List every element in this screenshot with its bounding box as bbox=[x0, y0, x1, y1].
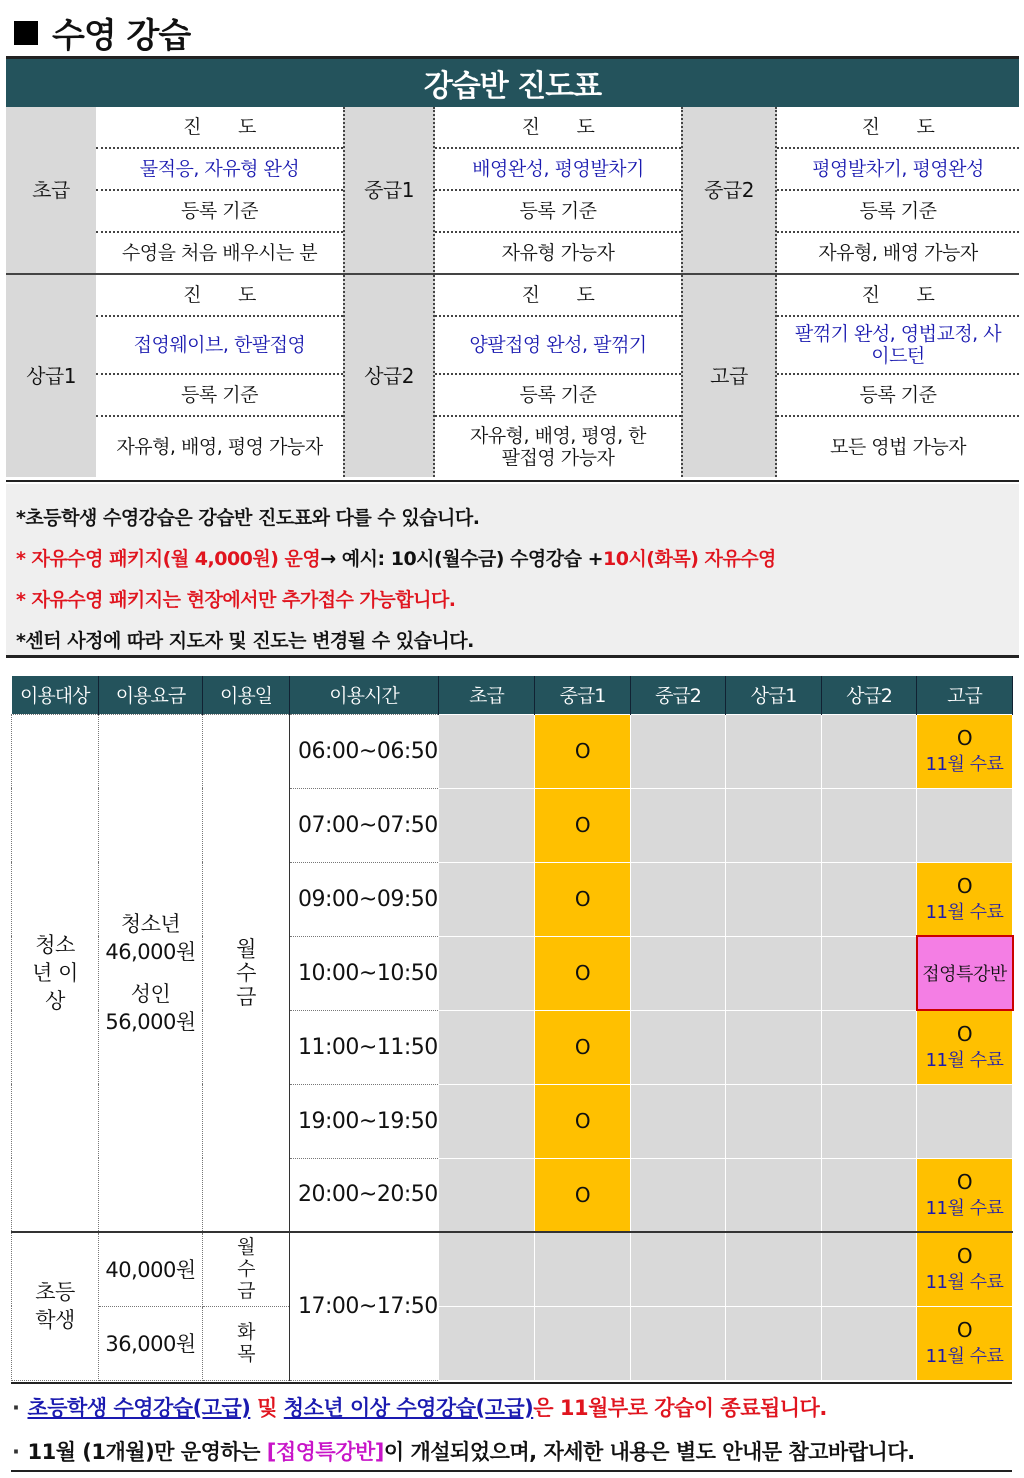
criteria-label: 등록 기준 bbox=[96, 191, 343, 233]
divider bbox=[11, 1470, 1012, 1472]
level-name: 상급2 bbox=[343, 275, 435, 477]
cell-empty bbox=[439, 714, 535, 788]
divider bbox=[11, 1382, 1012, 1384]
level-name: 상급1 bbox=[6, 275, 96, 477]
cell-empty bbox=[535, 1232, 631, 1306]
cell-available: O bbox=[535, 1084, 631, 1158]
cell-special-class: 접영특강반 bbox=[917, 936, 1013, 1010]
cell-empty bbox=[631, 788, 726, 862]
level-criteria: 자유형, 배영, 평영, 한팔접영 가능자 bbox=[469, 425, 647, 469]
cell-empty bbox=[631, 936, 726, 1010]
time-slot-kids: 17:00~17:50 bbox=[290, 1232, 439, 1380]
header-days: 이용일 bbox=[203, 676, 290, 714]
cell-empty bbox=[822, 862, 917, 936]
square-bullet-icon bbox=[14, 21, 38, 45]
time-slot: 11:00~11:50 bbox=[290, 1010, 439, 1084]
criteria-label: 등록 기준 bbox=[96, 375, 343, 417]
level-criteria: 자유형 가능자 bbox=[435, 233, 681, 275]
page-title: 수영 강습 bbox=[14, 8, 190, 57]
progress-table bbox=[6, 56, 1019, 482]
level-name: 고급 bbox=[681, 275, 777, 477]
time-slot: 07:00~07:50 bbox=[290, 788, 439, 862]
note-3: * 자유수영 패키지는 현장에서만 추가접수 가능합니다. bbox=[16, 589, 456, 611]
level-name: 중급2 bbox=[681, 107, 777, 275]
target-youth: 청소년 이상 bbox=[12, 714, 99, 1232]
level-progress: 양팔접영 완성, 팔꺾기 bbox=[435, 317, 681, 375]
cell-empty bbox=[439, 862, 535, 936]
criteria-label: 등록 기준 bbox=[777, 191, 1019, 233]
header-level: 중급1 bbox=[535, 676, 631, 714]
level-criteria: 자유형, 배영 가능자 bbox=[777, 233, 1019, 275]
days-youth: 월 수 금 bbox=[203, 714, 290, 1232]
level-criteria: 모든 영법 가능자 bbox=[829, 436, 967, 458]
cell-empty bbox=[917, 1084, 1013, 1158]
cell-empty bbox=[439, 788, 535, 862]
jindo-label: 진 도 bbox=[96, 275, 343, 317]
level-progress: 접영웨이브, 한팔접영 bbox=[96, 317, 343, 375]
note-1: *초등학생 수영강습은 강습반 진도표와 다를 수 있습니다. bbox=[16, 507, 480, 529]
cell-empty bbox=[917, 788, 1013, 862]
cell-empty bbox=[631, 862, 726, 936]
cell-empty bbox=[726, 1084, 822, 1158]
cell-empty bbox=[726, 1010, 822, 1084]
cell-empty bbox=[631, 1084, 726, 1158]
header-level: 중급2 bbox=[631, 676, 726, 714]
jindo-label: 진 도 bbox=[777, 107, 1019, 149]
time-slot: 10:00~10:50 bbox=[290, 936, 439, 1010]
level-progress: 물적응, 자유형 완성 bbox=[96, 149, 343, 191]
progress-title: 강습반 진도표 bbox=[6, 59, 1019, 107]
criteria-label: 등록 기준 bbox=[435, 375, 681, 417]
criteria-label: 등록 기준 bbox=[435, 191, 681, 233]
level-criteria: 수영을 처음 배우시는 분 bbox=[96, 233, 343, 275]
schedule-table bbox=[11, 676, 1012, 1381]
cell-available-ending: O 11월 수료 bbox=[917, 1232, 1013, 1306]
level-progress: 팔꺾기 완성, 영법교정, 사이드턴 bbox=[777, 317, 1019, 375]
level-criteria: 자유형, 배영, 평영 가능자 bbox=[116, 436, 323, 458]
cell-empty bbox=[822, 1010, 917, 1084]
cell-empty bbox=[822, 714, 917, 788]
cell-available-ending: O 11월 수료 bbox=[917, 1158, 1013, 1232]
cell-available-ending: O 11월 수료 bbox=[917, 1010, 1013, 1084]
cell-empty bbox=[631, 714, 726, 788]
cell-empty bbox=[726, 862, 822, 936]
cell-empty bbox=[726, 1158, 822, 1232]
header-target: 이용대상 bbox=[12, 676, 99, 714]
jindo-label: 진 도 bbox=[435, 107, 681, 149]
target-kids: 초등 학생 bbox=[12, 1232, 99, 1380]
days-kids-tt: 화 목 bbox=[203, 1306, 290, 1380]
cell-available: O bbox=[535, 936, 631, 1010]
fee-kids-tt: 36,000원 bbox=[99, 1306, 203, 1380]
cell-available-ending: O 11월 수료 bbox=[917, 714, 1013, 788]
cell-available-ending: O 11월 수료 bbox=[917, 1306, 1013, 1380]
fee-youth: 청소년 46,000원 성인 56,000원 bbox=[99, 714, 203, 1232]
header-fee: 이용요금 bbox=[99, 676, 203, 714]
cell-empty bbox=[439, 936, 535, 1010]
time-slot: 06:00~06:50 bbox=[290, 714, 439, 788]
cell-empty bbox=[439, 1306, 535, 1380]
cell-empty bbox=[631, 1158, 726, 1232]
cell-empty bbox=[822, 788, 917, 862]
footer-line-2: · 11월 (1개월)만 운영하는 [접영특강반]이 개설되었으며, 자세한 내용은 별도 안내문 참고바랍니다. bbox=[12, 1440, 915, 1464]
time-slot: 09:00~09:50 bbox=[290, 862, 439, 936]
level-name: 중급1 bbox=[343, 107, 435, 275]
cell-available: O bbox=[535, 788, 631, 862]
days-kids-mwf: 월 수 금 bbox=[203, 1232, 290, 1306]
level-name: 초급 bbox=[6, 107, 96, 275]
cell-empty bbox=[726, 1232, 822, 1306]
cell-empty bbox=[439, 1232, 535, 1306]
criteria-label: 등록 기준 bbox=[777, 375, 1019, 417]
header-time: 이용시간 bbox=[290, 676, 439, 714]
jindo-label: 진 도 bbox=[777, 275, 1019, 317]
cell-empty bbox=[631, 1306, 726, 1380]
cell-empty bbox=[726, 1306, 822, 1380]
notes-box bbox=[6, 484, 1019, 658]
fee-kids-mwf: 40,000원 bbox=[99, 1232, 203, 1306]
cell-empty bbox=[822, 1084, 917, 1158]
cell-empty bbox=[726, 714, 822, 788]
cell-empty bbox=[822, 1306, 917, 1380]
cell-empty bbox=[822, 1158, 917, 1232]
cell-empty bbox=[439, 1084, 535, 1158]
footer-line-1: · 초등학생 수영강습(고급) 및 청소년 이상 수영강습(고급)은 11월부로 강습이 종료됩니다. bbox=[12, 1396, 827, 1420]
jindo-label: 진 도 bbox=[435, 275, 681, 317]
cell-empty bbox=[822, 1232, 917, 1306]
cell-available-ending: O 11월 수료 bbox=[917, 862, 1013, 936]
cell-empty bbox=[822, 936, 917, 1010]
cell-empty bbox=[631, 1010, 726, 1084]
header-level: 고급 bbox=[917, 676, 1013, 714]
cell-empty bbox=[439, 1158, 535, 1232]
cell-empty bbox=[726, 936, 822, 1010]
cell-available: O bbox=[535, 1158, 631, 1232]
cell-empty bbox=[726, 788, 822, 862]
level-progress: 배영완성, 평영발차기 bbox=[435, 149, 681, 191]
time-slot: 20:00~20:50 bbox=[290, 1158, 439, 1232]
cell-available: O bbox=[535, 1010, 631, 1084]
header-level: 상급1 bbox=[726, 676, 822, 714]
cell-empty bbox=[631, 1232, 726, 1306]
cell-available: O bbox=[535, 862, 631, 936]
note-4: *센터 사정에 따라 지도자 및 진도는 변경될 수 있습니다. bbox=[16, 630, 474, 652]
note-2: * 자유수영 패키지(월 4,000원) 운영 → 예시: 10시(월수금) 수영강습 + 10시(화목) 자유수영 bbox=[16, 548, 776, 570]
cell-empty bbox=[439, 1010, 535, 1084]
header-level: 초급 bbox=[439, 676, 535, 714]
jindo-label: 진 도 bbox=[96, 107, 343, 149]
level-progress: 평영발차기, 평영완성 bbox=[777, 149, 1019, 191]
header-level: 상급2 bbox=[822, 676, 917, 714]
time-slot: 19:00~19:50 bbox=[290, 1084, 439, 1158]
cell-available: O bbox=[535, 714, 631, 788]
cell-empty bbox=[535, 1306, 631, 1380]
